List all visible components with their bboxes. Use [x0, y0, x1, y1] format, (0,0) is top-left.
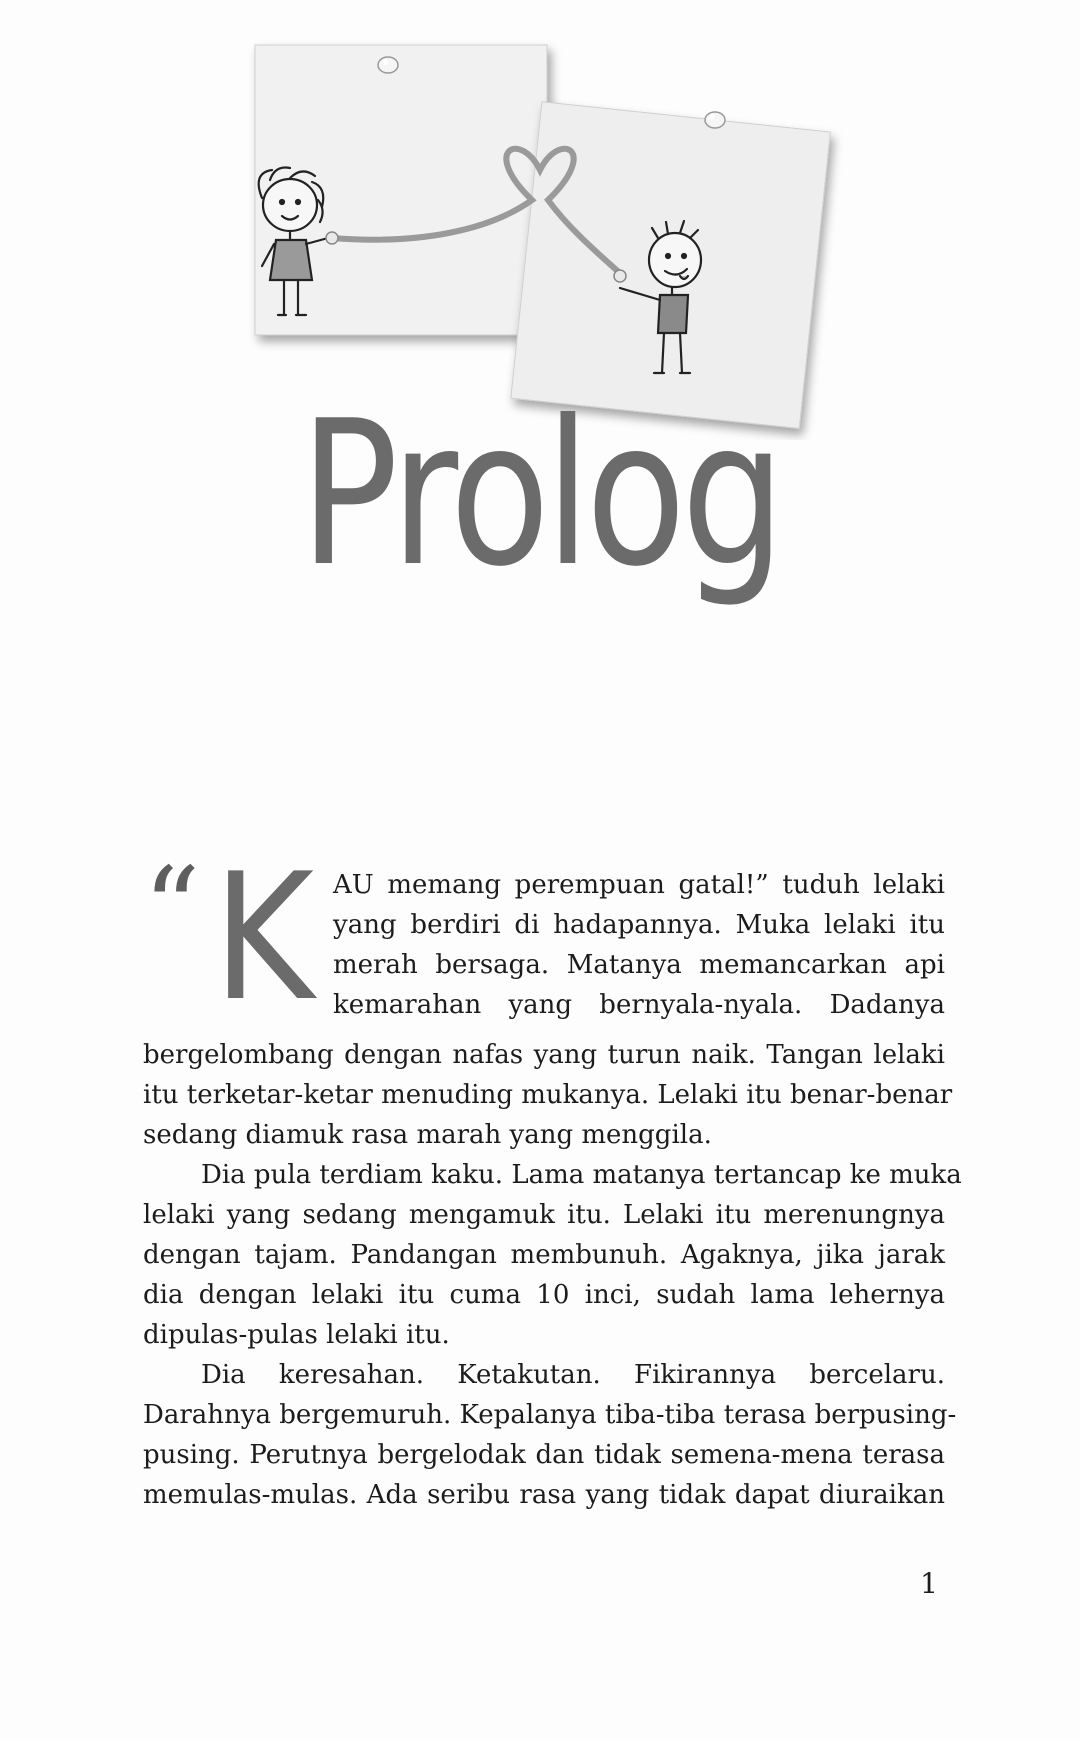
text-line: Dia pula terdiam kaku. Lama matanya tertancap ke muka	[201, 1160, 962, 1190]
chapter-title: Prolog	[299, 378, 781, 611]
text-line: Dia keresahan. Ketakutan. Fikirannya bercelaru.	[201, 1360, 945, 1390]
paragraph-3	[143, 1355, 957, 1515]
text-line: sedang diamuk rasa marah yang menggila.	[143, 1120, 712, 1150]
text-line: memulas-mulas. Ada seribu rasa yang tidak dapat diuraikan	[143, 1480, 945, 1510]
text-line: merah bersaga. Matanya memancarkan api	[333, 950, 945, 980]
text-line: AU memang perempuan gatal!” tuduh lelaki	[333, 870, 945, 900]
paragraph-2	[143, 1155, 962, 1355]
text-line: dia dengan lelaki itu cuma 10 inci, sudah lama lehernya	[143, 1280, 945, 1310]
chapter-body	[143, 837, 962, 1515]
text-line: bergelombang dengan nafas yang turun naik. Tangan lelaki	[143, 1040, 945, 1070]
text-line: yang berdiri di hadapannya. Muka lelaki itu	[333, 910, 945, 940]
text-line: Darahnya bergemuruh. Kepalanya tiba-tiba terasa berpusing-	[143, 1400, 957, 1430]
paragraph-1-continuation	[143, 1035, 953, 1155]
opening-block	[143, 837, 945, 1040]
text-line: dipulas-pulas lelaki itu.	[143, 1320, 450, 1350]
dropcap-wrapped-lines	[333, 865, 945, 1025]
text-line: lelaki yang sedang mengamuk itu. Lelaki itu merenungnya	[143, 1200, 945, 1230]
text-line: itu terketar-ketar menuding mukanya. Lelaki itu benar-benar	[143, 1080, 953, 1110]
pin-icon	[705, 112, 725, 128]
page-number: 1	[920, 1567, 938, 1600]
text-line: pusing. Perutnya bergelodak dan tidak semena-mena terasa	[143, 1440, 945, 1470]
opening-quote-mark: “	[143, 844, 201, 974]
text-line: dengan tajam. Pandangan membunuh. Agaknya, jika jarak	[143, 1240, 945, 1270]
drop-cap: K	[213, 837, 314, 1040]
text-line: kemarahan yang bernyala-nyala. Dadanya	[333, 990, 945, 1020]
pin-icon	[378, 57, 398, 73]
